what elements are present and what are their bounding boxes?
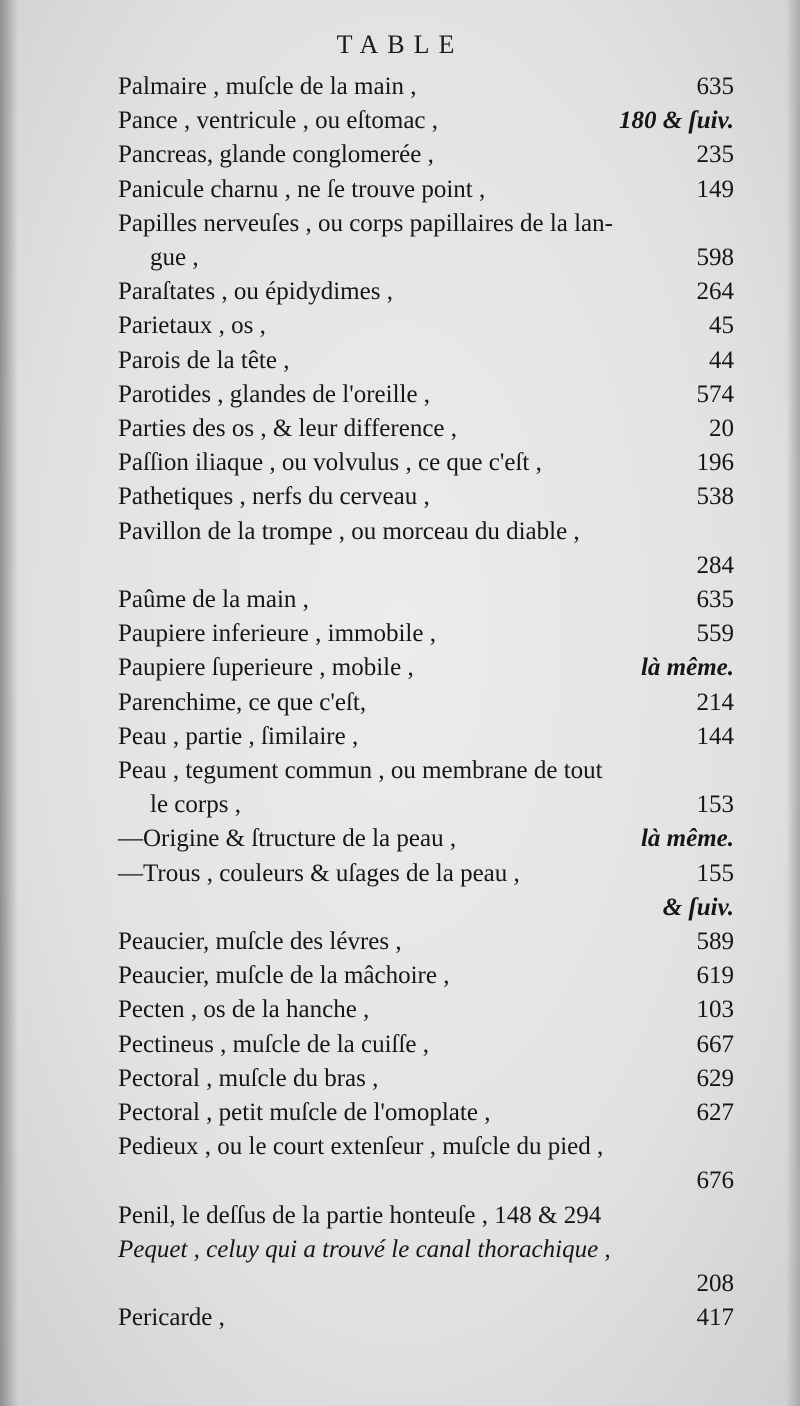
index-entry <box>0 138 800 172</box>
entry-text: Peau , partie , ſimilaire , <box>118 722 359 750</box>
index-entry <box>0 173 800 207</box>
entry-page-number: 589 <box>696 928 734 955</box>
entry-page-number: 235 <box>696 141 734 169</box>
entry-text: Peau , tegument commun , ou membrane de tout <box>118 757 603 784</box>
entry-text: Pavillon de la trompe , ou morceau du diable , <box>118 517 580 545</box>
entry-page-number: 635 <box>696 586 734 613</box>
entry-text: Parties des os , & leur difference , <box>118 415 458 442</box>
entry-text: Parenchime, ce que c'eſt, <box>118 688 367 716</box>
entry-page-number: 635 <box>696 73 734 100</box>
index-entry <box>0 617 800 651</box>
entry-text: Parotides , glandes de l'oreille , <box>118 380 431 408</box>
entry-text: Paûme de la main , <box>118 586 309 613</box>
entry-text: Palmaire , muſcle de la main , <box>118 73 417 100</box>
entry-text: Peaucier, muſcle de la mâchoire , <box>118 962 450 990</box>
index-entry <box>0 686 800 720</box>
entry-text: Pequet , celuy qui a trouvé le canal thorachique , <box>118 1235 611 1263</box>
entry-page-number: 559 <box>696 620 734 648</box>
entry-page-number: 598 <box>696 244 734 271</box>
entry-page-number: 196 <box>696 449 734 477</box>
entry-text: Pathetiques , nerfs du cerveau , <box>118 483 430 511</box>
index-entry <box>0 480 800 514</box>
entry-text: Pericarde , <box>118 1304 225 1332</box>
index-entry <box>0 1199 800 1233</box>
entry-text: Pectoral , muſcle du bras , <box>118 1064 379 1092</box>
index-entry <box>0 1028 800 1062</box>
entry-text: Pectineus , muſcle de la cuiſſe , <box>118 1030 430 1058</box>
entry-text: —Origine & ſtructure de la peau , <box>118 825 457 853</box>
entry-text: Pance , ventricule , ou eſtomac , <box>118 107 439 135</box>
index-entry <box>0 1096 800 1130</box>
entry-text: Paraſtates , ou épidydimes , <box>118 278 393 306</box>
entry-page-number: 153 <box>696 791 734 819</box>
entry-text: le corps , <box>150 791 241 819</box>
entry-page-number: 627 <box>696 1099 734 1126</box>
entry-page-number: 284 <box>696 551 734 579</box>
index-entry <box>0 344 800 378</box>
index-entry <box>0 993 800 1027</box>
index-entry <box>0 412 800 446</box>
index-entry <box>0 207 800 241</box>
entry-page-number: 208 <box>696 1270 734 1297</box>
entry-page-number: 180 & ſuiv. <box>618 107 734 135</box>
index-entry <box>0 515 800 549</box>
index-entry <box>0 788 800 822</box>
entry-page-number: 155 <box>696 859 734 887</box>
entry-page-number: 417 <box>696 1304 734 1332</box>
index-entry <box>0 378 800 412</box>
entry-page-number: 103 <box>696 996 734 1024</box>
index-entry <box>0 720 800 754</box>
entry-text: Paſſion iliaque , ou volvulus , ce que c'eſt , <box>118 449 542 477</box>
entry-text: Pecten , os de la hanche , <box>118 996 370 1024</box>
index-entry <box>0 275 800 309</box>
index-entry <box>0 925 800 959</box>
index-entry <box>0 549 800 583</box>
entry-page-number: 619 <box>696 962 734 990</box>
page-header: TABLE <box>336 30 464 59</box>
entry-page-number: & ſuiv. <box>662 893 734 921</box>
entry-text: Panicule charnu , ne ſe trouve point , <box>118 175 486 203</box>
entry-page-number: 45 <box>709 312 734 340</box>
index-entry <box>0 857 800 891</box>
index-entry <box>0 651 800 685</box>
entry-page-number: 574 <box>696 380 734 408</box>
entry-text: gue , <box>150 244 199 271</box>
entry-text: Pancreas, glande conglomerée , <box>118 141 434 169</box>
entry-text: —Trous , couleurs & uſages de la peau , <box>118 859 520 887</box>
index-entry <box>0 309 800 343</box>
entry-text: Papilles nerveuſes , ou corps papillaires de la lan- <box>118 209 613 237</box>
index-entry <box>0 1267 800 1301</box>
index-entry <box>0 446 800 480</box>
entry-text: Penil, le deſſus de la partie honteuſe , 148 & 294 <box>118 1201 602 1229</box>
index-entry <box>0 583 800 617</box>
entry-page-number: 629 <box>696 1064 734 1092</box>
entry-page-number: 214 <box>696 688 734 716</box>
entry-page-number: là même. <box>640 654 734 682</box>
entry-page-number: 20 <box>709 415 734 442</box>
index-entry <box>0 1062 800 1096</box>
index-entry <box>0 1164 800 1198</box>
entry-text: Peaucier, muſcle des lévres , <box>118 928 402 955</box>
entry-page-number: 667 <box>696 1030 734 1058</box>
entry-page-number: là même. <box>640 825 734 853</box>
index-entry <box>0 1233 800 1267</box>
entry-page-number: 264 <box>696 278 734 306</box>
index-entry <box>0 70 800 104</box>
index-entry <box>0 104 800 138</box>
index-entry <box>0 1301 800 1335</box>
index-entry <box>0 241 800 275</box>
entry-page-number: 144 <box>696 722 734 750</box>
index-entry <box>0 822 800 856</box>
entry-text: Pectoral , petit muſcle de l'omoplate , <box>118 1099 491 1126</box>
entry-page-number: 538 <box>696 483 734 511</box>
index-entry <box>0 1130 800 1164</box>
entry-page-number: 44 <box>709 346 734 374</box>
index-entry <box>0 754 800 788</box>
entry-text: Pedieux , ou le court extenſeur , muſcle du pied , <box>118 1133 604 1161</box>
index-entry <box>0 959 800 993</box>
entry-text: Paupiere ſuperieure , mobile , <box>118 654 414 682</box>
entry-text: Parois de la tête , <box>118 346 290 374</box>
entry-text: Parietaux , os , <box>118 312 266 340</box>
index-entry <box>0 891 800 925</box>
entry-page-number: 676 <box>696 1167 734 1195</box>
entry-text: Paupiere inferieure , immobile , <box>118 620 436 648</box>
entry-page-number: 149 <box>696 175 734 203</box>
